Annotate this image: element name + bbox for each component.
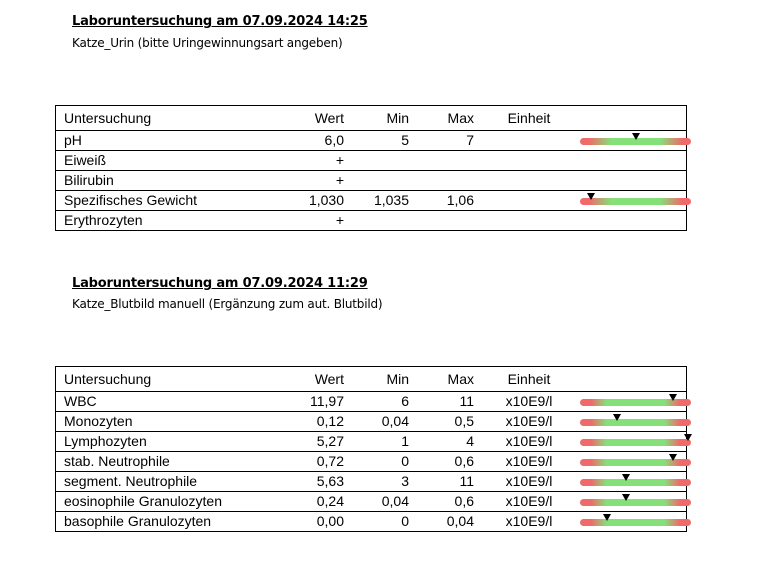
range-marker — [632, 133, 640, 140]
row-name: Lymphozyten — [56, 432, 287, 452]
row-wert: 5,63 — [316, 473, 344, 489]
row-max: 11 — [459, 393, 474, 409]
range-bar — [580, 459, 691, 466]
range-marker — [669, 454, 677, 461]
range-marker — [613, 414, 621, 421]
table-header-row — [56, 106, 687, 131]
row-range-indicator — [570, 412, 687, 432]
range-marker — [622, 474, 630, 481]
range-bar — [580, 439, 691, 446]
header-wert: Wert — [314, 110, 344, 126]
range-bar — [580, 399, 691, 406]
row-einheit: x10E9/l — [505, 493, 553, 509]
row-range-indicator — [570, 191, 687, 211]
blut-table — [55, 366, 687, 532]
table-header-row — [56, 367, 687, 392]
table-row — [56, 211, 687, 231]
row-max: 0,6 — [454, 493, 474, 509]
range-marker — [622, 494, 630, 501]
row-min: 0 — [401, 513, 409, 529]
row-max — [409, 171, 474, 191]
row-min: 1,035 — [373, 192, 409, 208]
row-einheit: x10E9/l — [505, 433, 553, 449]
row-name: stab. Neutrophile — [56, 452, 287, 472]
urin-subtitle: Katze_Urin (bitte Uringewinnungsart angeben) — [72, 36, 343, 50]
header-untersuchung: Untersuchung — [56, 367, 287, 392]
urin-title: Laboruntersuchung am 07.09.2024 14:25 — [72, 14, 368, 29]
row-max: 0,6 — [454, 453, 474, 469]
row-wert: 1,030 — [308, 192, 344, 208]
row-einheit: x10E9/l — [505, 473, 553, 489]
blut-subtitle: Katze_Blutbild manuell (Ergänzung zum aut. Blutbild) — [72, 297, 383, 311]
row-max: 11 — [459, 473, 474, 489]
row-min: 0 — [401, 453, 409, 469]
row-range-indicator — [570, 392, 687, 412]
row-max — [409, 211, 474, 231]
row-wert: 0,72 — [316, 453, 344, 469]
row-min: 5 — [401, 132, 409, 148]
table-row — [56, 432, 687, 452]
row-name: basophile Granulozyten — [56, 512, 287, 532]
header-einheit: Einheit — [507, 371, 551, 387]
row-einheit — [474, 151, 570, 171]
row-name: Eiweiß — [56, 151, 287, 171]
row-min: 0,04 — [381, 493, 409, 509]
row-wert: 5,27 — [316, 433, 344, 449]
row-wert: 11,97 — [310, 393, 344, 409]
row-range-indicator — [570, 151, 687, 171]
row-einheit — [474, 171, 570, 191]
header-untersuchung: Untersuchung — [56, 106, 287, 131]
row-name: eosinophile Granulozyten — [56, 492, 287, 512]
row-name: Monozyten — [56, 412, 287, 432]
row-einheit: x10E9/l — [505, 513, 553, 529]
row-einheit — [474, 191, 570, 211]
row-range-indicator — [570, 512, 687, 532]
row-wert: 0,12 — [316, 413, 344, 429]
table-row — [56, 412, 687, 432]
row-name: Spezifisches Gewicht — [56, 191, 287, 211]
range-bar — [580, 499, 691, 506]
row-wert: 0,24 — [316, 493, 344, 509]
header-max: Max — [447, 371, 474, 387]
table-row — [56, 472, 687, 492]
range-bar — [580, 198, 691, 205]
row-max — [409, 151, 474, 171]
table-row — [56, 171, 687, 191]
row-einheit — [474, 211, 570, 231]
row-wert: 0,00 — [316, 513, 344, 529]
header-wert: Wert — [314, 371, 344, 387]
row-name: Bilirubin — [56, 171, 287, 191]
row-min: 3 — [401, 473, 409, 489]
row-range-indicator — [570, 211, 687, 231]
row-max: 0,5 — [454, 413, 474, 429]
row-name: WBC — [56, 392, 287, 412]
table-row — [56, 492, 687, 512]
header-max: Max — [447, 110, 474, 126]
row-range-indicator — [570, 452, 687, 472]
range-marker — [603, 514, 611, 521]
row-wert: + — [335, 172, 344, 188]
range-marker — [669, 394, 677, 401]
row-name: pH — [56, 131, 287, 151]
row-range-indicator — [570, 432, 687, 452]
row-range-indicator — [570, 472, 687, 492]
urin-table — [55, 105, 687, 231]
table-row — [56, 131, 687, 151]
row-max: 7 — [466, 132, 474, 148]
row-wert: + — [335, 212, 344, 228]
table-row — [56, 512, 687, 532]
range-marker — [684, 434, 692, 441]
row-einheit: x10E9/l — [505, 393, 553, 409]
range-bar — [580, 138, 691, 145]
row-min — [344, 211, 409, 231]
row-min: 6 — [401, 393, 409, 409]
row-name: Erythrozyten — [56, 211, 287, 231]
table-row — [56, 392, 687, 412]
header-min: Min — [386, 371, 409, 387]
row-min — [344, 171, 409, 191]
row-range-indicator — [570, 171, 687, 191]
range-bar — [580, 479, 691, 486]
row-min: 1 — [401, 433, 409, 449]
row-einheit: x10E9/l — [505, 413, 553, 429]
row-einheit: x10E9/l — [505, 453, 553, 469]
header-einheit: Einheit — [507, 110, 551, 126]
row-max: 4 — [466, 433, 474, 449]
header-bar — [570, 367, 687, 392]
header-bar — [570, 106, 687, 131]
row-wert: + — [335, 152, 344, 168]
range-bar — [580, 419, 691, 426]
row-wert: 6,0 — [324, 132, 344, 148]
range-bar — [580, 519, 691, 526]
row-name: segment. Neutrophile — [56, 472, 287, 492]
blut-title: Laboruntersuchung am 07.09.2024 11:29 — [72, 276, 368, 291]
row-max: 0,04 — [446, 513, 474, 529]
row-max: 1,06 — [446, 192, 474, 208]
table-row — [56, 151, 687, 171]
table-row — [56, 191, 687, 211]
row-min — [344, 151, 409, 171]
range-marker — [587, 193, 595, 200]
row-range-indicator — [570, 492, 687, 512]
row-min: 0,04 — [381, 413, 409, 429]
header-min: Min — [386, 110, 409, 126]
table-row — [56, 452, 687, 472]
row-einheit — [474, 131, 570, 151]
row-range-indicator — [570, 131, 687, 151]
